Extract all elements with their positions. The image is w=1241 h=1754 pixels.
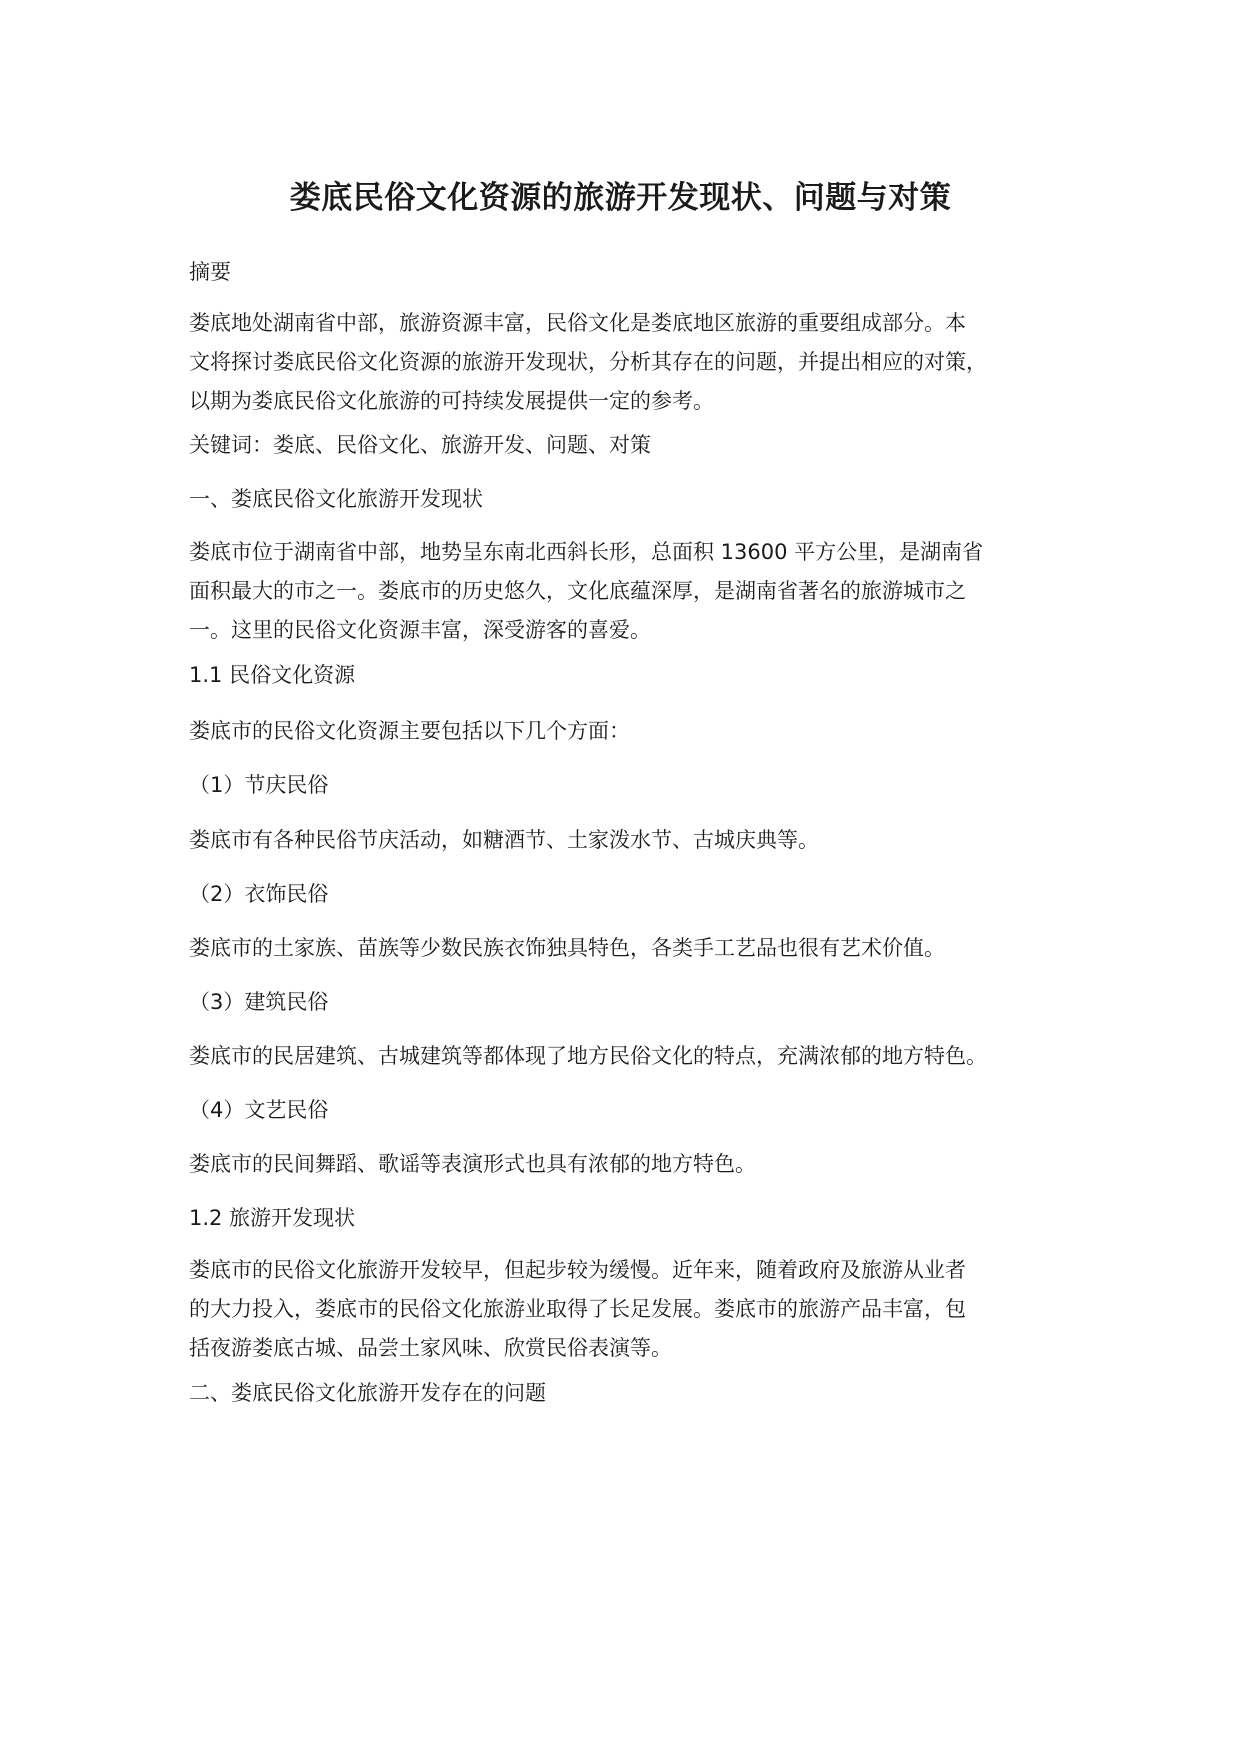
- abstract-line: 以期为娄底民俗文化旅游的可持续发展提供一定的参考。: [189, 389, 714, 413]
- item-2-text: 娄底市的土家族、苗族等少数民族衣饰独具特色，各类手工艺品也很有艺术价值。: [189, 936, 945, 960]
- subsection-1-2-heading: 1.2 旅游开发现状: [189, 1206, 356, 1230]
- subsection-1-2-paragraph: [189, 1251, 1069, 1368]
- subsection-1-2-line: 的大力投入，娄底市的民俗文化旅游业取得了长足发展。娄底市的旅游产品丰富，包: [189, 1297, 966, 1321]
- subsection-1-2-line: 括夜游娄底古城、品尝土家风味、欣赏民俗表演等。: [189, 1336, 672, 1360]
- abstract-heading: 摘要: [189, 260, 231, 284]
- item-1-text: 娄底市有各种民俗节庆活动，如糖酒节、土家泼水节、古城庆典等。: [189, 828, 819, 852]
- section-1-line: 面积最大的市之一。娄底市的历史悠久，文化底蕴深厚，是湖南省著名的旅游城市之: [189, 579, 966, 603]
- keywords: 关键词：娄底、民俗文化、旅游开发、问题、对策: [189, 433, 651, 457]
- abstract-line: 文将探讨娄底民俗文化资源的旅游开发现状，分析其存在的问题，并提出相应的对策，: [189, 350, 987, 374]
- subsection-1-1-intro: 娄底市的民俗文化资源主要包括以下几个方面：: [189, 719, 630, 743]
- subsection-1-1-heading: 1.1 民俗文化资源: [189, 663, 356, 687]
- item-2-heading: （2）衣饰民俗: [189, 882, 329, 906]
- section-2-heading: 二、娄底民俗文化旅游开发存在的问题: [189, 1381, 546, 1405]
- document-title: 娄底民俗文化资源的旅游开发现状、问题与对策: [289, 180, 952, 216]
- section-1-paragraph: [189, 533, 1069, 650]
- abstract-line: 娄底地处湖南省中部，旅游资源丰富，民俗文化是娄底地区旅游的重要组成部分。本: [189, 311, 966, 335]
- item-3-heading: （3）建筑民俗: [189, 990, 329, 1014]
- section-1-line: 娄底市位于湖南省中部，地势呈东南北西斜长形，总面积 13600 平方公里，是湖南省: [189, 540, 984, 564]
- item-1-heading: （1）节庆民俗: [189, 773, 329, 797]
- abstract-paragraph: [189, 304, 1069, 421]
- section-1-line: 一。这里的民俗文化资源丰富，深受游客的喜爱。: [189, 618, 651, 642]
- item-4-heading: （4）文艺民俗: [189, 1098, 329, 1122]
- section-1-heading: 一、娄底民俗文化旅游开发现状: [189, 487, 483, 511]
- subsection-1-2-line: 娄底市的民俗文化旅游开发较早，但起步较为缓慢。近年来，随着政府及旅游从业者: [189, 1258, 966, 1282]
- item-4-text: 娄底市的民间舞蹈、歌谣等表演形式也具有浓郁的地方特色。: [189, 1152, 756, 1176]
- item-3-text: 娄底市的民居建筑、古城建筑等都体现了地方民俗文化的特点，充满浓郁的地方特色。: [189, 1044, 987, 1068]
